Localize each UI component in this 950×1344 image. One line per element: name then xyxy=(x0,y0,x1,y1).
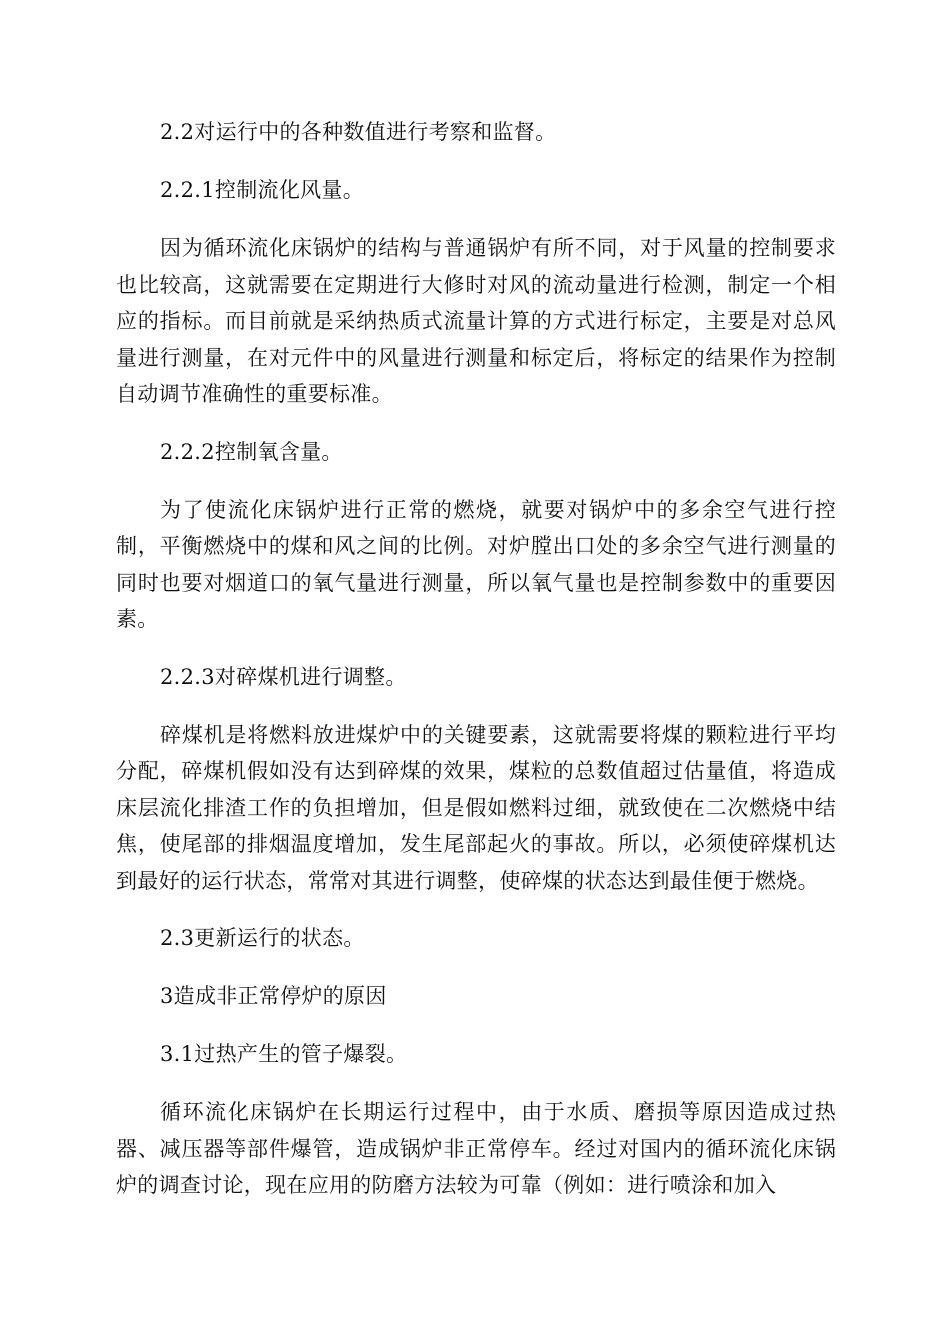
paragraph-oxygen-control: 为了使流化床锅炉进行正常的燃烧，就要对锅炉中的多余空气进行控制，平衡燃烧中的煤和风之间的比例。对炉膛出口处的多余空气进行测量的同时也要对烟道口的氧气量进行测量，所以氧气量也是控制参数中的重要因素。 xyxy=(116,497,836,631)
section-heading-3-1: 3.1过热产生的管子爆裂。 xyxy=(160,1042,408,1066)
section-heading-2-2-2: 2.2.2控制氧含量。 xyxy=(160,439,343,464)
document-body xyxy=(116,114,836,1204)
section-heading-2-3: 2.3更新运行的状态。 xyxy=(160,926,365,950)
section-heading-3: 3造成非正常停炉的原因 xyxy=(160,984,387,1008)
paragraph-coal-crusher: 碎煤机是将燃料放进煤炉中的关键要素，这就需要将煤的颗粒进行平均分配，碎煤机假如没有达到碎煤的效果，煤粒的总数值超过估量值，将造成床层流化排渣工作的负担增加，但是假如燃料过细，就致使在二次燃烧中结焦，使尾部的排烟温度增加，发生尾部起火的事故。所以，必须使碎煤机达到最好的运行状态，常常对其进行调整，使碎煤的状态达到最佳便于燃烧。 xyxy=(116,722,836,893)
section-heading-2-2-1: 2.2.1控制流化风量。 xyxy=(160,178,365,202)
paragraph-tube-burst: 循环流化床锅炉在长期运行过程中，由于水质、磨损等原因造成过热器、减压器等部件爆管，造成锅炉非正常停车。经过对国内的循环流化床锅炉的调查讨论，现在应用的防磨方法较为可靠（例如：进行喷涂和加入 xyxy=(116,1100,836,1197)
section-heading-2-2-3: 2.2.3对碎煤机进行调整。 xyxy=(160,664,407,689)
section-heading-2-2: 2.2对运行中的各种数值进行考察和监督。 xyxy=(160,120,557,144)
paragraph-airflow-control: 因为循环流化床锅炉的结构与普通锅炉有所不同，对于风量的控制要求也比较高，这就需要在定期进行大修时对风的流动量进行检测，制定一个相应的指标。而目前就是采纳热质式流量计算的方式进行标定，主要是对总风量进行测量，在对元件中的风量进行测量和标定后，将标定的结果作为控制自动调节准确性的重要标准。 xyxy=(116,236,836,406)
